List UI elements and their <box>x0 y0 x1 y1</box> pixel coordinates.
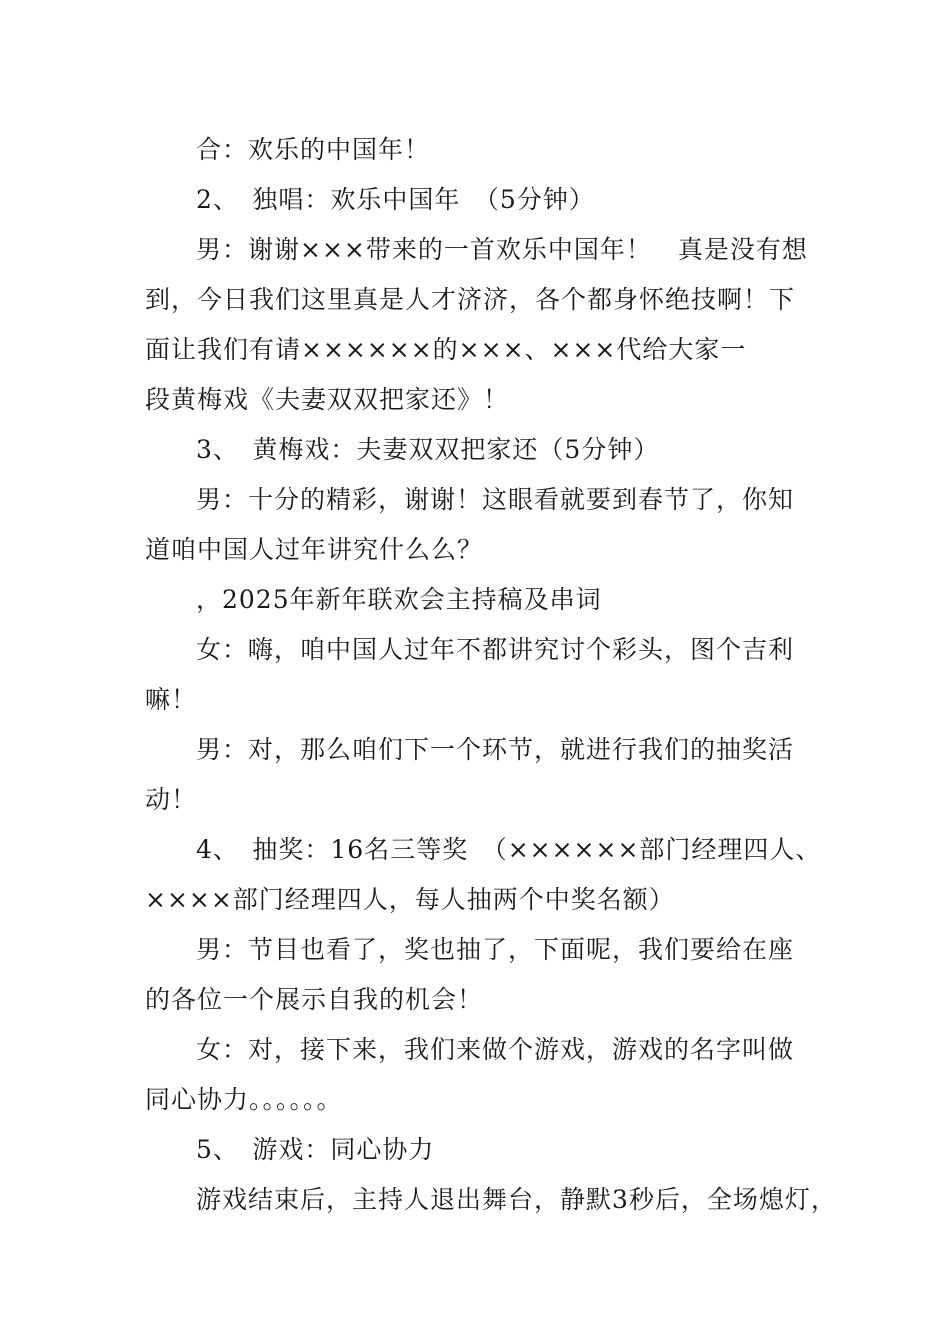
text-line: 女：嗨，咱中国人过年不都讲究讨个彩头，图个吉利 <box>196 635 795 664</box>
text-line: 的各位一个展示自我的机会！ <box>145 985 484 1014</box>
text-line: 段黄梅戏《夫妻双双把家还》！ <box>145 385 510 414</box>
text-line: 嘛！ <box>145 685 198 714</box>
text-line: 面让我们有请××××××的×××、×××代给大家一 <box>145 335 747 364</box>
program-item-heading: 3、 黄梅戏：夫妻双双把家还（5分钟） <box>196 435 660 464</box>
text-line: 男：十分的精彩，谢谢！这眼看就要到春节了，你知 <box>196 485 795 514</box>
text-line: 道咱中国人过年讲究什么么？ <box>145 535 484 564</box>
program-item-heading: 5、 游戏：同心协力 <box>196 1135 435 1164</box>
text-line: ××××部门经理四人，每人抽两个中奖名额） <box>145 885 675 914</box>
text-line: ，2025年新年联欢会主持稿及串词 <box>196 585 602 614</box>
text-line: 动！ <box>145 785 198 814</box>
text-line: 男：对，那么咱们下一个环节，就进行我们的抽奖活 <box>196 735 795 764</box>
program-item-heading: 2、 独唱：欢乐中国年 （5分钟） <box>196 185 595 214</box>
text-line: 男：节目也看了，奖也抽了，下面呢，我们要给在座 <box>196 935 795 964</box>
text-line: 游戏结束后，主持人退出舞台，静默3秒后，全场熄灯， <box>196 1185 837 1214</box>
text-line: 男：谢谢×××带来的一首欢乐中国年！ 真是没有想 <box>196 235 808 264</box>
text-line: 同心协力。。。。。。 <box>145 1085 343 1114</box>
text-line: 女：对，接下来，我们来做个游戏，游戏的名字叫做 <box>196 1035 795 1064</box>
text-line: 到，今日我们这里真是人才济济，各个都身怀绝技啊！下 <box>145 285 796 314</box>
program-item-heading: 4、 抽奖：16名三等奖 （××××××部门经理四人、 <box>196 835 822 864</box>
text-line: 合：欢乐的中国年！ <box>196 135 431 164</box>
